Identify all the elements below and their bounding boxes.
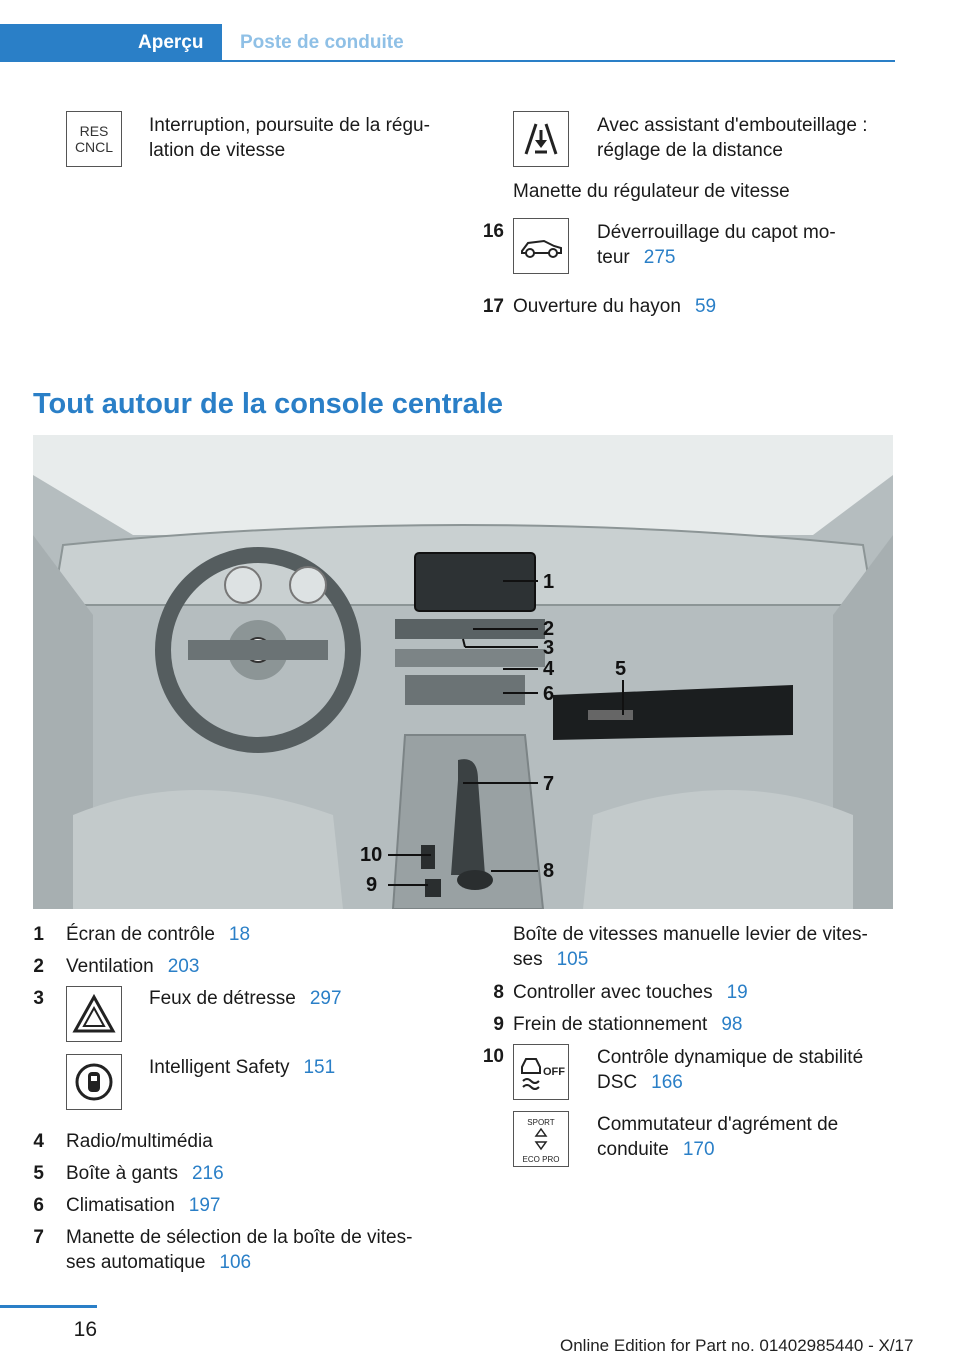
- list-num-7: 7: [33, 1227, 44, 1248]
- res-cncl-text: Interruption, poursuite de la régu- lation de vitesse: [149, 115, 430, 161]
- callout-9: 9: [366, 874, 378, 896]
- item-number-16: 16: [482, 221, 504, 242]
- list-num-5: 5: [33, 1163, 44, 1184]
- traffic-jam-text: Avec assistant d'embouteillage : réglage de la distance: [597, 115, 868, 161]
- list-num-1: 1: [33, 924, 44, 945]
- list-item-10: Contrôle dynamique de stabilité DSC 166: [597, 1047, 864, 1093]
- callout-8: 8: [543, 860, 555, 882]
- tab-poste-de-conduite[interactable]: [240, 32, 404, 54]
- list-num-6: 6: [33, 1195, 44, 1216]
- page-number: 16: [73, 1318, 97, 1341]
- list-item-5-ref[interactable]: 216: [191, 1163, 224, 1184]
- list-item-2: Ventilation 203: [66, 956, 200, 977]
- eco-pro-label: ECO PRO: [522, 1155, 560, 1164]
- hazard-lights-icon: [66, 986, 122, 1042]
- edition-text: Online Edition for Part no. 01402985440 - X/17: [560, 1336, 914, 1355]
- list-item-10-ref[interactable]: 166: [651, 1072, 683, 1093]
- item-17-text: Ouverture du hayon 59: [513, 296, 717, 317]
- list-item-7: Manette de sélection de la boîte de vites- ses automatique 106: [66, 1227, 413, 1273]
- list-item-2-ref[interactable]: 203: [167, 956, 200, 977]
- item-number-17: 17: [482, 296, 504, 317]
- list-item-1-ref[interactable]: 18: [228, 924, 251, 945]
- callout-3: 3: [543, 637, 555, 659]
- list-item-7-ref[interactable]: 106: [219, 1252, 252, 1273]
- res-cncl-icon: [66, 111, 122, 167]
- footer-rule: [0, 1305, 97, 1308]
- list-num-3: 3: [33, 988, 44, 1009]
- driving-experience-switch-icon: [513, 1111, 569, 1167]
- callout-1: 1: [543, 571, 555, 593]
- traffic-jam-assistant-icon: [513, 111, 569, 167]
- hood-release-icon: [513, 218, 569, 274]
- list-num-4: 4: [33, 1131, 44, 1152]
- item-16-text: Déverrouillage du capot mo- teur 275: [597, 222, 836, 268]
- section-title: Tout autour de la console centrale: [33, 388, 503, 420]
- list-item-1: Écran de contrôle 18: [66, 924, 251, 945]
- sport-label: SPORT: [527, 1118, 555, 1127]
- item-17-ref[interactable]: 59: [694, 296, 717, 317]
- list-item-3: Feux de détresse 297: [149, 988, 342, 1009]
- list-item-8-ref[interactable]: 19: [726, 982, 748, 1003]
- dashboard-illustration: [33, 435, 893, 909]
- list-item-manual-gear: Boîte de vitesses manuelle levier de vites- ses 105: [513, 924, 868, 970]
- callout-7: 7: [543, 773, 555, 795]
- list-item-3-ref[interactable]: 297: [309, 988, 342, 1009]
- svg-text:RES: RES: [79, 123, 109, 139]
- callout-10: 10: [360, 844, 383, 866]
- list-num-8: 8: [493, 982, 504, 1003]
- list-item-6: Climatisation 197: [66, 1195, 221, 1216]
- list-item-4: Radio/multimédia: [66, 1131, 213, 1152]
- list-item-9: Frein de stationnement 98: [513, 1014, 743, 1035]
- header-tabs: [0, 24, 895, 62]
- list-item-6-ref[interactable]: 197: [188, 1195, 221, 1216]
- dsc-off-label: OFF: [543, 1066, 565, 1078]
- list-item-manual-gear-ref[interactable]: 105: [556, 949, 589, 970]
- list-item-intelligent-safety: Intelligent Safety 151: [149, 1057, 336, 1078]
- item-16-ref[interactable]: 275: [643, 247, 676, 268]
- list-num-10: 10: [482, 1046, 504, 1067]
- dsc-off-icon: [513, 1044, 569, 1100]
- list-item-8: Controller avec touches 19: [513, 982, 748, 1003]
- tab-apercu[interactable]: [0, 24, 222, 62]
- callout-6: 6: [543, 683, 555, 705]
- cruise-control-lever-text: Manette du régulateur de vitesse: [513, 181, 790, 202]
- list-item-intelligent-safety-ref[interactable]: 151: [303, 1057, 336, 1078]
- list-item-driving-experience-ref[interactable]: 170: [682, 1139, 715, 1160]
- list-item-9-ref[interactable]: 98: [721, 1014, 743, 1035]
- list-num-2: 2: [33, 956, 44, 977]
- list-item-5: Boîte à gants 216: [66, 1163, 224, 1184]
- tab-poste-label: Poste de conduite: [240, 32, 404, 53]
- svg-text:CNCL: CNCL: [74, 139, 114, 155]
- list-num-9: 9: [493, 1014, 504, 1035]
- intelligent-safety-icon: [66, 1054, 122, 1110]
- list-item-driving-experience: Commutateur d'agrément de conduite 170: [597, 1114, 839, 1160]
- callout-5: 5: [615, 658, 627, 680]
- tab-apercu-label: Aperçu: [138, 32, 204, 53]
- callout-2: 2: [543, 618, 555, 640]
- callout-4: 4: [543, 658, 555, 680]
